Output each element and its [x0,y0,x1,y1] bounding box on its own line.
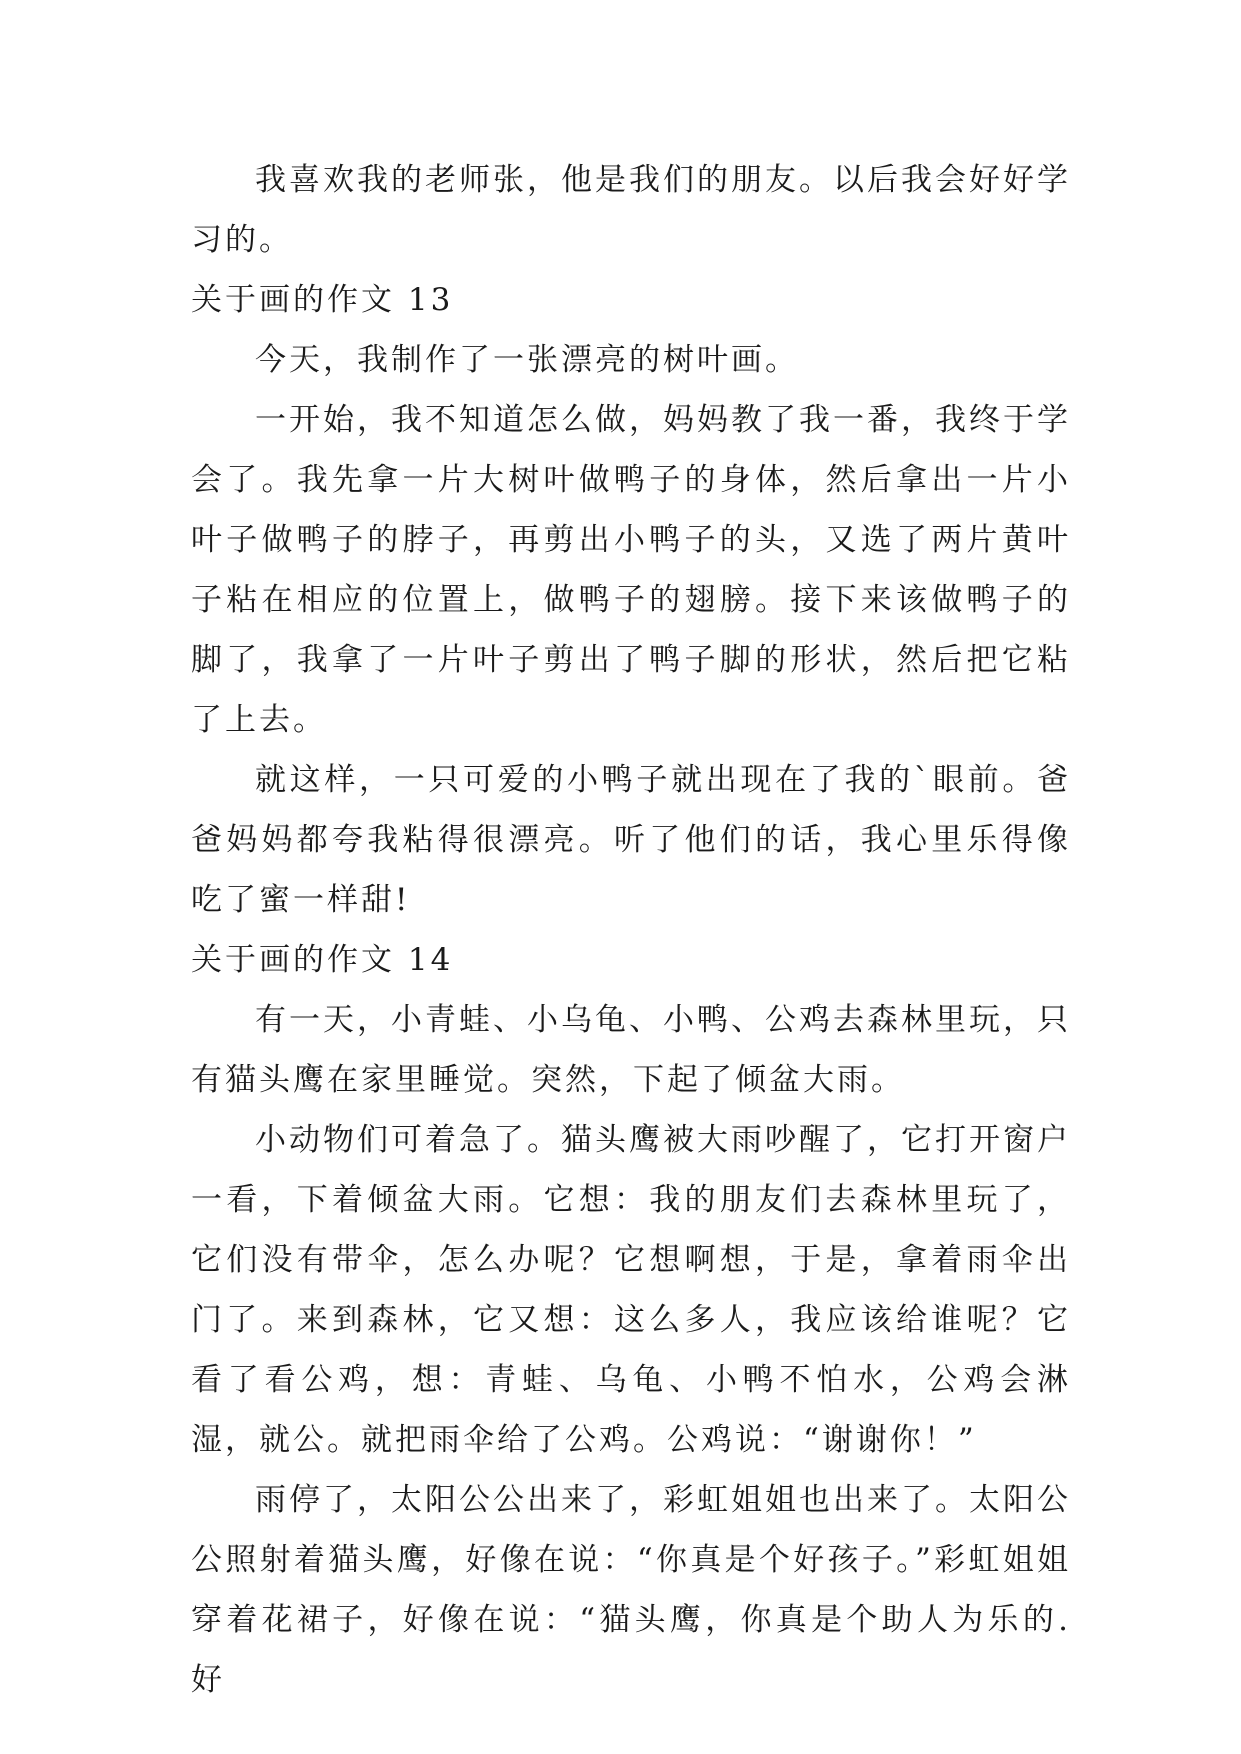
paragraph: 小动物们可着急了。猫头鹰被大雨吵醒了，它打开窗户一看，下着倾盆大雨。它想：我的朋友们去森林里玩了，它们没有带伞，怎么办呢？它想啊想，于是，拿着雨伞出门了。来到森林，它又想：这么多人，我应该给谁呢？它看了看公鸡，想：青蛙、乌龟、小鸭不怕水，公鸡会淋湿，就公。就把雨伞给了公鸡。公鸡说：“谢谢你！” [191,1122,1071,1458]
section-heading: 关于画的作文 14 [191,942,454,978]
section-heading: 关于画的作文 13 [191,282,454,318]
paragraph: 有一天，小青蛙、小乌龟、小鸭、公鸡去森林里玩，只有猫头鹰在家里睡觉。突然，下起了倾盆大雨。 [191,1002,1071,1098]
paragraph: 我喜欢我的老师张，他是我们的朋友。以后我会好好学习的。 [191,162,1071,258]
document-page [191,150,1071,1710]
paragraph: 一开始，我不知道怎么做，妈妈教了我一番，我终于学会了。我先拿一片大树叶做鸭子的身体，然后拿出一片小叶子做鸭子的脖子，再剪出小鸭子的头，又选了两片黄叶子粘在相应的位置上，做鸭子的翅膀。接下来该做鸭子的脚了，我拿了一片叶子剪出了鸭子脚的形状，然后把它粘了上去。 [191,402,1071,738]
paragraph: 就这样，一只可爱的小鸭子就出现在了我的`眼前。爸爸妈妈都夸我粘得很漂亮。听了他们的话，我心里乐得像吃了蜜一样甜! [191,762,1071,918]
paragraph: 雨停了，太阳公公出来了，彩虹姐姐也出来了。太阳公公照射着猫头鹰，好像在说：“你真是个好孩子。”彩虹姐姐穿着花裙子，好像在说：“猫头鹰，你真是个助人为乐的.好 [191,1482,1071,1698]
paragraph: 今天，我制作了一张漂亮的树叶画。 [255,342,799,378]
